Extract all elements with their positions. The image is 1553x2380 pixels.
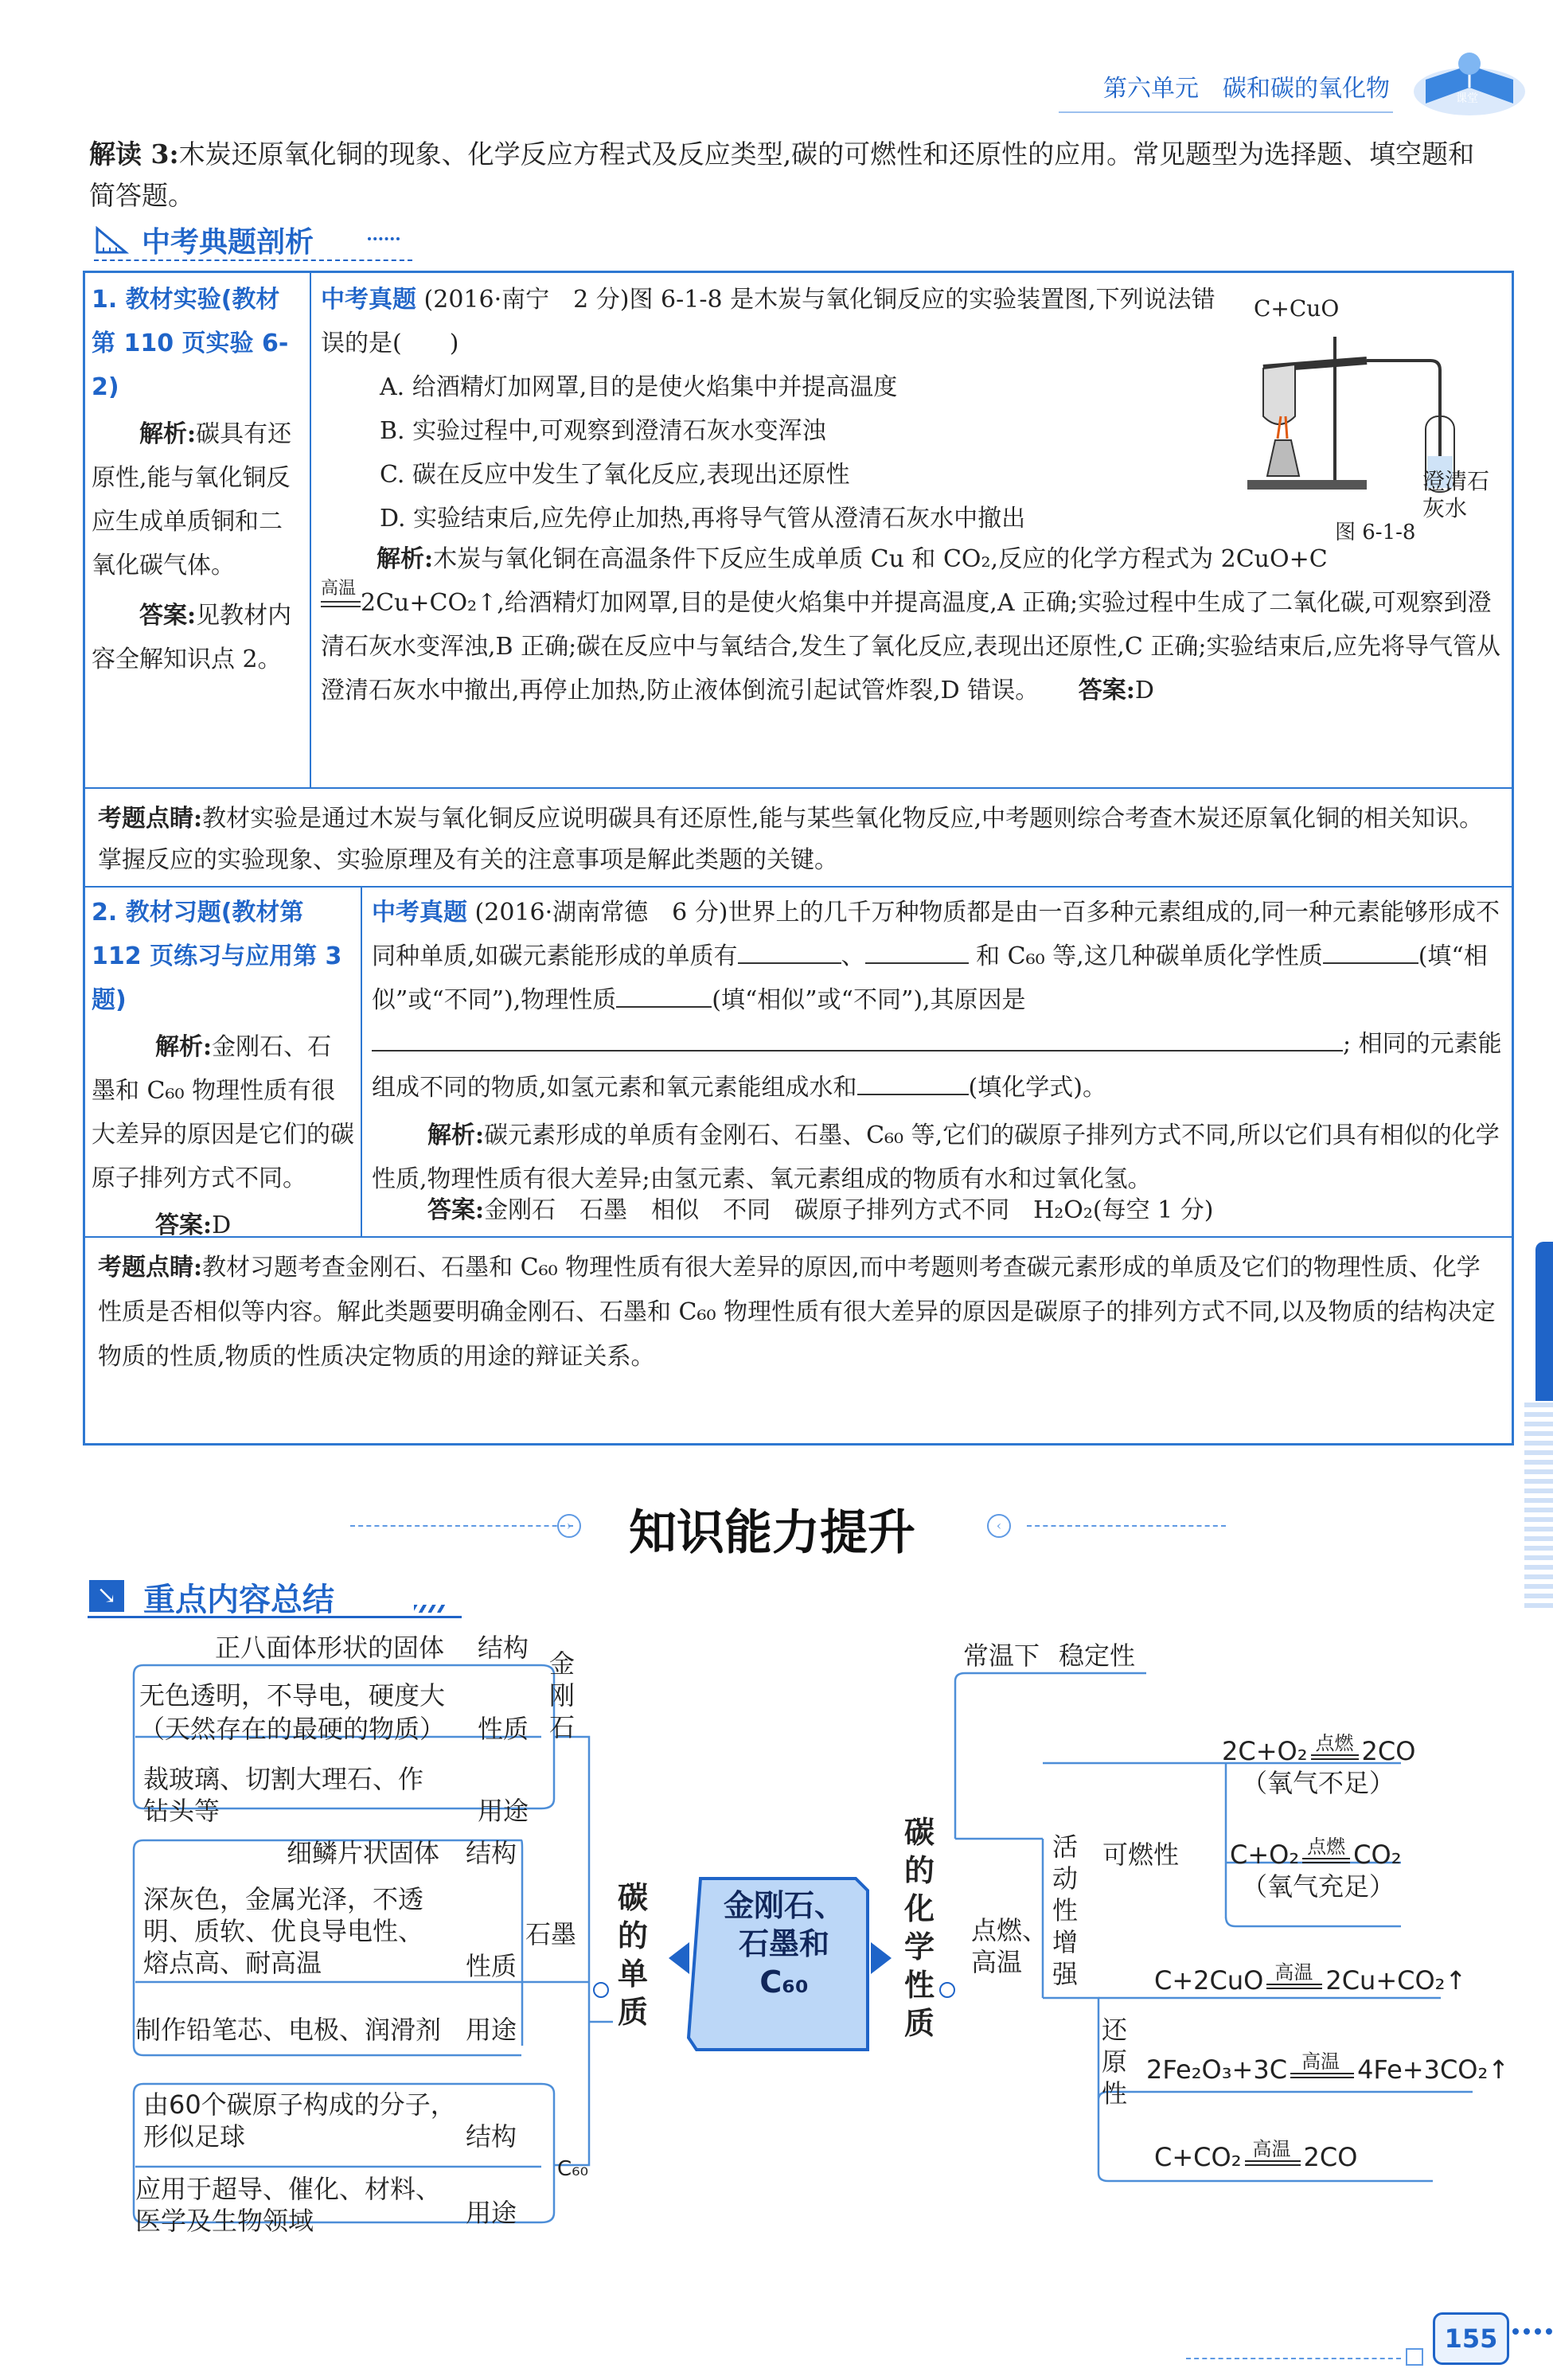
item2-answer: 金刚石 石墨 相似 不同 碳原子排列方式不同 H₂O₂(每空 1 分)	[484, 1196, 1214, 1224]
eq2-right: CO₂	[1353, 1840, 1402, 1870]
left-branch-label: 碳的单质	[617, 1880, 648, 2030]
item2-left-answer-label: 答案:	[155, 1211, 213, 1239]
activity-increase: 活动性增强	[1052, 1832, 1079, 1989]
center-line-3: C₆₀	[759, 1964, 809, 2000]
eq2-cond: 点燃	[1307, 1836, 1346, 1858]
item2-q-text-2: 和 C₆₀ 等,这几种碳单质化学性质	[976, 942, 1323, 970]
section-title-dots	[368, 237, 400, 240]
g-struct-val: 细鳞片状固体	[287, 1838, 440, 1868]
item1-point: 教材实验是通过木炭与氧化铜反应说明碳具有还原性,能与某些氧化物反应,中考题则综合考查木炭还原氧化铜的相关知识。掌握反应的实验现象、实验原理及有关的注意事项是解此类题的关键。	[98, 805, 1484, 874]
d-prop-val-2: （天然存在的最硬的物质）	[139, 1714, 446, 1744]
section-title-exam: 中考典题剖析	[142, 226, 314, 259]
item2-answer-label: 答案:	[427, 1196, 485, 1224]
arrow-box-icon: ↘	[89, 1580, 124, 1612]
figure-side-label: 澄清石灰水	[1422, 468, 1490, 521]
diamond-label: 金刚石	[549, 1648, 576, 1742]
d-use-val-2: 钻头等	[143, 1796, 220, 1826]
eq1-right: 2CO	[1361, 1736, 1416, 1766]
eq4-right: 4Fe+3CO₂↑	[1357, 2054, 1510, 2085]
item2-left-answer: D	[212, 1211, 232, 1239]
item2-q-text-1: 世界上的几千万种物质都是由一百多种元素组成的,同一种元素能够形成不同种单质,如碳元素能形成的单质有	[372, 899, 1500, 970]
eq3-right: 2Cu+CO₂↑	[1325, 1965, 1467, 1996]
center-line-1: 金刚石、	[723, 1888, 845, 1923]
eq1-note: （氧气不足）	[1242, 1768, 1395, 1798]
c-use: 用途	[466, 2198, 517, 2228]
item2-answer-row	[427, 1188, 1494, 1232]
logo-text: 课堂	[1456, 92, 1478, 105]
item1-question	[321, 278, 1228, 365]
summary-underline	[88, 1616, 462, 1618]
item2-left-analysis-label: 解析:	[155, 1033, 213, 1061]
high-temp: 高温	[971, 1947, 1023, 1977]
eq5-right: 2CO	[1303, 2142, 1358, 2172]
item2-q-source: (2016·湖南常德 6 分)	[474, 899, 728, 927]
reading-3-label: 解读 3:	[89, 139, 179, 170]
eq3-left: C+2CuO	[1154, 1965, 1264, 1996]
item2-q-text-4: (填“相似”或“不同”),其原因是	[712, 986, 1026, 1014]
blank-1[interactable]	[738, 962, 841, 964]
item1-point-label: 考题点睛:	[98, 805, 203, 833]
deco-line-left	[350, 1525, 573, 1527]
d-struct-val: 正八面体形状的固体	[215, 1633, 445, 1663]
item2-left-title: 2. 教材习题(教材第 112 页练习与应用第 3 题)	[92, 899, 342, 1014]
header-underline	[1059, 111, 1393, 113]
stability: 稳定性	[1059, 1641, 1136, 1671]
item2-point: 教材习题考查金刚石、石墨和 C₆₀ 物理性质有很大差异的原因,而中考题则考查碳元素形成的单质及它们的物理性质、化学性质是否相似等内容。解此类题要明确金刚石、石墨和 C₆₀ 物理性质有很大差异的原因是碳原子的排列方式不同,以及物质的结构决定物质的性质,物质的性质决定物质的用途的辩证关系。	[98, 1254, 1496, 1371]
d-use-val-1: 裁玻璃、切割大理石、作	[143, 1764, 424, 1794]
footer-dots	[1512, 2328, 1552, 2335]
item2-analysis: 碳元素形成的单质有金刚石、石墨、C₆₀ 等,它们的碳原子排列方式不同,所以它们具有相似的化学性质,物理性质有很大差异;由氢元素、氧元素组成的物质有水和过氧化氢。	[372, 1122, 1500, 1193]
item2-analysis-label: 解析:	[427, 1122, 485, 1149]
eq3-cond: 高温	[1274, 1961, 1313, 1984]
item1-left-answer: 见教材内容全解知识点 2。	[92, 602, 292, 673]
edge-stripes	[1524, 1401, 1553, 1608]
item1-q-text: 图 6-1-8 是木炭与氧化铜反应的实验装置图,下列说法错误的是( )	[321, 286, 1215, 357]
footer-line	[1186, 2358, 1401, 2359]
right-branch-label: 碳的化学性质	[903, 1815, 935, 2041]
item1-left-analysis-label: 解析:	[139, 420, 197, 448]
deco-circle-right-icon: ‹	[987, 1514, 1011, 1538]
normal-temp: 常温下	[963, 1641, 1040, 1671]
g-prop-val-3: 熔点高、耐高温	[143, 1948, 322, 1978]
c60-label: C₆₀	[557, 2157, 588, 2181]
item1-condition: 高温	[321, 579, 357, 599]
ignite: 点燃、	[971, 1915, 1048, 1945]
deco-line-right	[1027, 1525, 1226, 1527]
blank-3[interactable]	[1323, 962, 1418, 964]
item1-options	[380, 365, 1223, 540]
figure-caption: 图 6-1-8	[1335, 521, 1416, 544]
d-use: 用途	[478, 1796, 529, 1826]
eq1-cond: 点燃	[1315, 1732, 1354, 1754]
page-number: 155	[1433, 2312, 1509, 2365]
item2-left	[92, 891, 354, 1247]
item1-left-title: 1. 教材实验(教材第 110 页实验 6-2)	[92, 286, 289, 401]
combustibility: 可燃性	[1102, 1840, 1180, 1870]
eq5	[1154, 2138, 1358, 2173]
g-use: 用途	[466, 2015, 517, 2045]
item1-q-label: 中考真题	[321, 286, 416, 314]
blank-5[interactable]	[372, 1050, 1343, 1051]
unit-header: 第六单元 碳和碳的氧化物	[1103, 75, 1390, 103]
item1-left-answer-label: 答案:	[139, 602, 197, 630]
item1-point	[98, 798, 1499, 881]
blank-4[interactable]	[616, 1006, 712, 1008]
eq1	[1222, 1732, 1416, 1767]
eq5-cond: 高温	[1252, 2138, 1291, 2160]
item1-analysis-1: 木炭与氧化铜在高温条件下反应生成单质 Cu 和 CO₂,反应的化学方程式为 2CuO+C	[433, 545, 1328, 573]
item1-option-b: B. 实验过程中,可观察到澄清石灰水变浑浊	[380, 417, 826, 445]
item1-q-source: (2016·南宁 2 分)	[423, 286, 630, 314]
section-title-underline	[94, 259, 412, 261]
item1-option-a: A. 给酒精灯加网罩,目的是使火焰集中并提高温度	[380, 373, 898, 401]
section-title-summary: 重点内容总结	[143, 1582, 334, 1618]
item1-analysis-label: 解析:	[377, 545, 434, 573]
c-struct-val-2: 形似足球	[143, 2121, 246, 2152]
ruler-icon	[94, 225, 134, 257]
item1-analysis-2: 2Cu+CO₂↑,给酒精灯加网罩,目的是使火焰集中并提高温度,A 正确;实验过程中生成了二氧化碳,可观察到澄清石灰水变浑浊,B 正确;碳在反应中与氧结合,发生了氧化反应,表现出还原性,C 正确;实验结束后,应先将导气管从澄清石灰水中撤出,再停止加热,防止液体倒流引起试管炸裂,D 错误。	[321, 589, 1500, 704]
eq3	[1154, 1961, 1467, 1996]
g-prop-val-2: 明、质软、优良导电性、	[143, 1916, 424, 1946]
g-prop: 性质	[466, 1951, 517, 1981]
c-struct-val-1: 由60个碳原子构成的分子，	[143, 2089, 456, 2120]
section-title-ability: 知识能力提升	[629, 1505, 915, 1561]
deco-circle-left-icon: ›	[557, 1514, 581, 1538]
d-struct: 结构	[478, 1633, 529, 1663]
item1-answer: D	[1134, 677, 1154, 704]
item1-answer-label: 答案:	[1078, 677, 1135, 704]
item1-option-c: C. 碳在反应中发生了氧化反应,表现出还原性	[380, 461, 850, 489]
mindmap-center	[700, 1886, 868, 2001]
g-use-val: 制作铅笔芯、电极、润滑剂	[135, 2015, 442, 2045]
reading-3	[89, 134, 1490, 217]
eq2-note: （氧气充足）	[1242, 1871, 1395, 1902]
reducibility: 还原性	[1102, 2015, 1128, 2109]
item2-left-analysis: 金刚石、石墨和 C₆₀ 物理性质有很大差异的原因是它们的碳原子排列方式不同。	[92, 1033, 354, 1192]
figure-top-label: C+CuO	[1254, 295, 1340, 322]
eq2	[1230, 1836, 1402, 1871]
item2-q-label: 中考真题	[372, 899, 467, 927]
eq5-left: C+CO₂	[1154, 2142, 1242, 2172]
g-prop-val-1: 深灰色，金属光泽，不透	[143, 1884, 424, 1914]
graphite-label: 石墨	[525, 1919, 577, 1949]
item2-question: 中考真题 (2016·湖南常德 6 分)世界上的几千万种物质都是由一百多种元素组成的,同一种元素能够形成不同种单质,如碳元素能形成的单质有 、 和 C₆₀ 等,这几种碳单质化学性质 (填“相似”或“不同”),物理性质 (填“相似”或“不同”),其原因是; 相同的元素能组成不同的物质,如氢元素和氧元素能组成水和 (填化学式)。	[372, 899, 1502, 1102]
c-struct: 结构	[466, 2121, 517, 2152]
eq2-left: C+O₂	[1230, 1840, 1300, 1870]
g-struct: 结构	[466, 1838, 517, 1868]
c-use-val-1: 应用于超导、催化、材料、	[135, 2174, 442, 2204]
footer-square-icon	[1406, 2348, 1423, 2366]
eq4	[1146, 2050, 1510, 2085]
blank-6[interactable]	[857, 1094, 969, 1095]
item2-point-label: 考题点睛:	[98, 1254, 203, 1282]
blank-2[interactable]	[865, 962, 969, 964]
item2-point	[98, 1246, 1499, 1379]
item1-left	[92, 278, 303, 681]
mindmap	[0, 1624, 1553, 2261]
summary-stripes	[414, 1605, 446, 1613]
item1-option-d: D. 实验结束后,应先停止加热,再将导气管从澄清石灰水中撤出	[380, 505, 1026, 533]
figure-6-1-8	[1231, 289, 1494, 544]
eq1-left: 2C+O₂	[1222, 1736, 1308, 1766]
center-line-2: 石墨和	[738, 1926, 829, 1961]
exam-table	[83, 271, 1514, 1446]
item1-analysis	[321, 537, 1507, 712]
item2-q-text-3: (填“相似”或“不同”),物理性质	[372, 942, 1488, 1014]
d-prop-val-1: 无色透明，不导电，硬度大	[139, 1680, 446, 1711]
eq4-cond: 高温	[1301, 2050, 1340, 2073]
c-use-val-2: 医学及生物领域	[135, 2206, 314, 2236]
item2-q-text-6: (填化学式)。	[968, 1074, 1106, 1102]
eq4-left: 2Fe₂O₃+3C	[1146, 2054, 1288, 2085]
item2-q-text-5: 相同的元素能组成不同的物质,如氢元素和氧元素能组成水和	[372, 1030, 1502, 1102]
book-logo-icon	[1410, 48, 1529, 119]
reading-3-text: 木炭还原氧化铜的现象、化学反应方程式及反应类型,碳的可燃性和还原性的应用。常见题型为选择题、填空题和简答题。	[89, 139, 1475, 211]
item1-left-analysis: 碳具有还原性,能与氧化铜反应生成单质铜和二氧化碳气体。	[92, 420, 292, 579]
d-prop: 性质	[478, 1714, 529, 1744]
